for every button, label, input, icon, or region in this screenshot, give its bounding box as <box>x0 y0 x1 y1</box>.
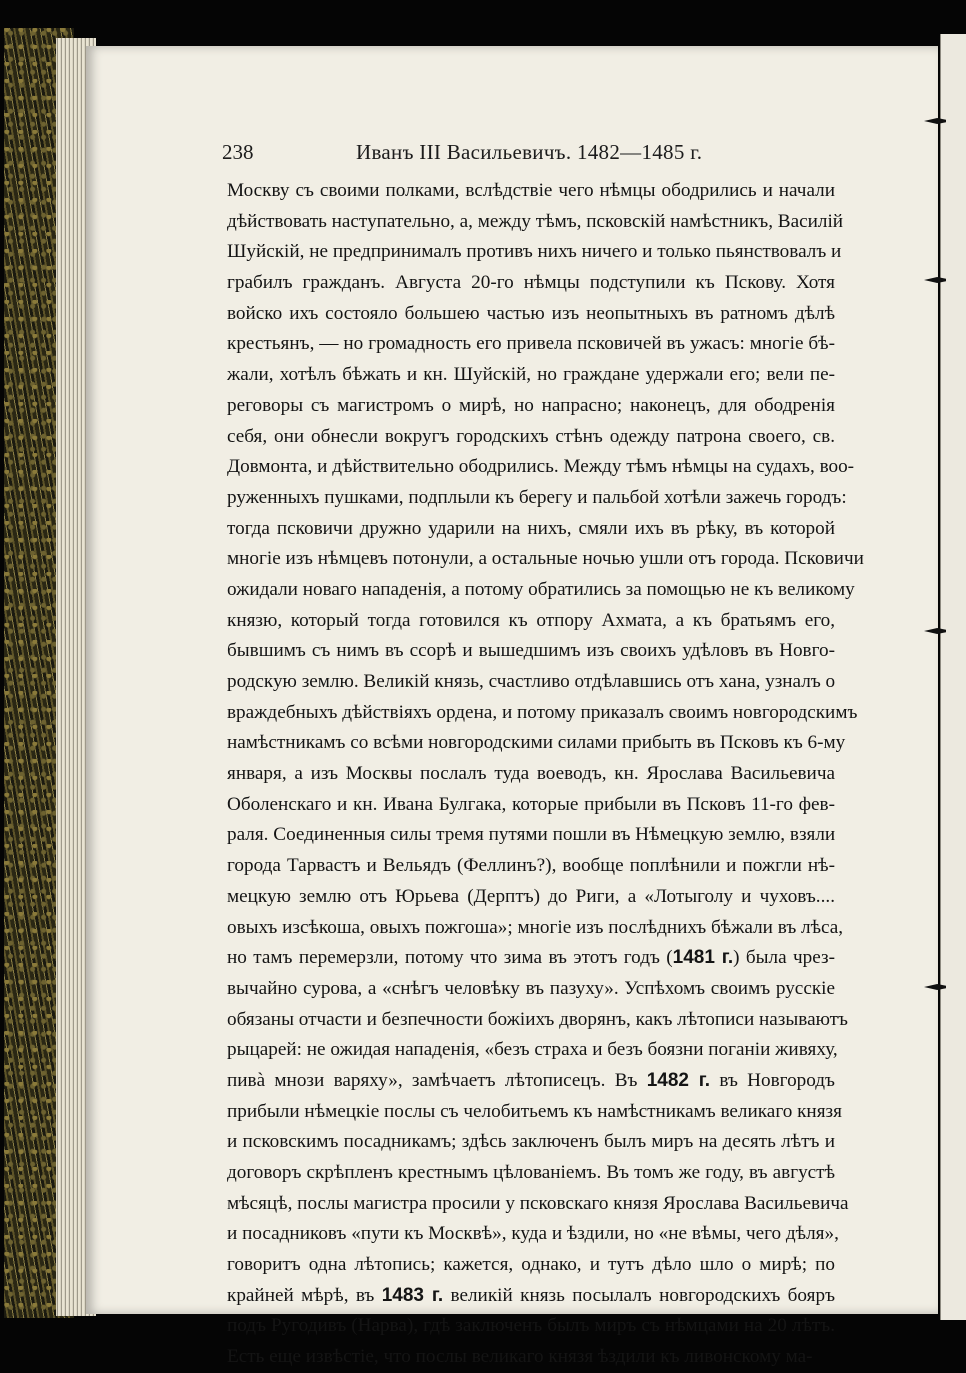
text-line: ожидали новаго нападенія, а потому обратились за помощью не къ великому <box>227 578 855 600</box>
text-line: рыцарей: не ожидая нападенія, «безъ страха и безъ боязни поганіи живяху, <box>227 1039 838 1061</box>
text-line: князю, который тогда готовился къ отпору Ахмата, а къ братьямъ его, <box>227 609 835 631</box>
text-line: овыхъ изсѣкоша, овыхъ пожгоша»; многіе изъ послѣднихъ бѣжали въ лѣса, <box>227 916 844 938</box>
facing-page-edge <box>940 34 966 1320</box>
text-line: города Тарвастъ и Вельядъ (Феллинъ?), вообще поплѣнили и пожгли нѣ- <box>227 855 835 877</box>
text-segment: крайней мѣрѣ, въ <box>227 1284 382 1306</box>
text-line: раля. Соединенныя силы тремя путями пошли въ Нѣмецкую землю, взяли <box>227 824 836 846</box>
body-text <box>227 176 864 1373</box>
text-line: Москву съ своими полками, вслѣдствіе чего нѣмцы ободрились и начали <box>227 180 835 201</box>
text-line: многіе изъ нѣмцевъ потонули, а остальные ночью ушли отъ города. Псковичи <box>227 548 864 570</box>
text-segment: великій князь посылалъ новгородскихъ бояръ <box>443 1284 835 1306</box>
text-line: подъ Ругодивъ (Нарва), гдѣ заключенъ былъ миръ съ нѣмцами на 20 лѣтъ. <box>227 1315 835 1337</box>
text-line: бывшимъ съ нимъ въ ссорѣ и вышедшимъ изъ своихъ удѣловъ въ Новго- <box>227 640 835 662</box>
text-line <box>227 943 835 974</box>
text-line: реговоры съ магистромъ о мирѣ, но напрасно; наконецъ, для ободренія <box>227 394 835 416</box>
text-line: мецкую землю отъ Юрьева (Дерптъ) до Риги, а «Лотыголу и чуховъ.... <box>227 885 835 907</box>
text-line: тогда псковичи дружно ударили на нихъ, смяли ихъ въ рѣку, въ которой <box>227 517 835 539</box>
text-line: и псковскимъ посадникамъ; здѣсь заключенъ былъ миръ на десять лѣтъ и <box>227 1131 835 1153</box>
text-line: родскую землю. Великій князь, счастливо отдѣлавшись отъ хана, узналъ о <box>227 671 836 692</box>
text-line: Есть еще извѣстіе, что послы великаго князя ѣздили къ ливонскому ма- <box>227 1346 813 1368</box>
text-segment: пивà мнози варяху», замѣчаетъ лѣтописецъ. Въ <box>227 1069 647 1091</box>
text-line: говоритъ одна лѣтопись; кажется, однако, и тутъ дѣло шло о мирѣ; по <box>227 1254 835 1276</box>
text-line: мѣсяцѣ, послы магистра просили у псковскаго князя Ярослава Васильевича <box>227 1192 849 1214</box>
text-line: дѣйствовать наступательно, а, между тѣмъ, псковскій намѣстникъ, Василій <box>227 210 844 232</box>
bold-year: 1483 г. <box>381 1284 444 1306</box>
text-segment: ) была чрез- <box>733 947 835 969</box>
text-line: намѣстникамъ со всѣми новгородскими силами прибыть въ Псковъ къ 6-му <box>227 732 846 754</box>
text-line: вычайно сурова, а «снѣгъ человѣку въ пазуху». Успѣхомъ своимъ русскіе <box>227 977 835 999</box>
text-line: руженныхъ пушками, подплыли къ берегу и пальбой хотѣли зажечь городъ: <box>227 486 847 508</box>
text-line: договоръ скрѣпленъ крестнымъ цѣлованіемъ. Въ томъ же году, въ августѣ <box>227 1162 835 1183</box>
page-number: 238 <box>222 140 254 164</box>
text-line: войско ихъ состояло большею частью изъ неопытныхъ въ ратномъ дѣлѣ <box>227 302 835 324</box>
text-line: января, а изъ Москвы послалъ туда воеводъ, кн. Ярослава Васильевича <box>227 763 835 785</box>
text-line <box>227 1066 835 1097</box>
text-segment: но тамъ перемерзли, потому что зима въ этотъ годъ ( <box>227 947 673 969</box>
text-line: прибыли нѣмецкіе послы съ челобитьемъ къ намѣстникамъ великаго князя <box>227 1100 842 1122</box>
text-segment: въ Новгородъ <box>710 1069 835 1091</box>
text-line: Довмонта, и дѣйствительно ободрились. Между тѣмъ нѣмцы на судахъ, воо- <box>227 456 855 478</box>
bold-year: 1482 г. <box>646 1069 711 1091</box>
text-line: обязаны отчасти и безпечности божіихъ дворянъ, какъ лѣтописи называютъ <box>227 1008 848 1030</box>
text-line: и посадниковъ «пути къ Москвѣ», куда и ѣздили, но «не вѣмы, чего дѣля», <box>227 1223 839 1245</box>
running-title: Иванъ III Васильевичъ. 1482—1485 г. <box>356 140 703 164</box>
text-line: грабилъ гражданъ. Августа 20-го нѣмцы подступили къ Пскову. Хотя <box>227 272 835 294</box>
bold-year: 1481 г. <box>672 947 734 969</box>
text-line <box>227 1281 835 1312</box>
text-line: враждебныхъ дѣйствіяхъ ордена, и потому приказалъ своимъ новгородскимъ <box>227 701 858 723</box>
text-line: жали, хотѣлъ бѣжать и кн. Шуйскій, но граждане удержали его; вели пе- <box>227 364 835 386</box>
text-line: крестьянъ, — но громадность его привела псковичей въ ужасъ: многіе бѣ- <box>227 333 835 355</box>
text-line: себя, они обнесли вокругъ городскихъ стѣнъ одежду патрона своего, св. <box>227 425 835 447</box>
text-line: Шуйскій, не предпринималъ противъ нихъ ничего и только пьянствовалъ и <box>227 241 842 263</box>
text-line: Оболенскаго и кн. Ивана Булгака, которые прибыли въ Псковъ 11-го фев- <box>227 793 835 815</box>
